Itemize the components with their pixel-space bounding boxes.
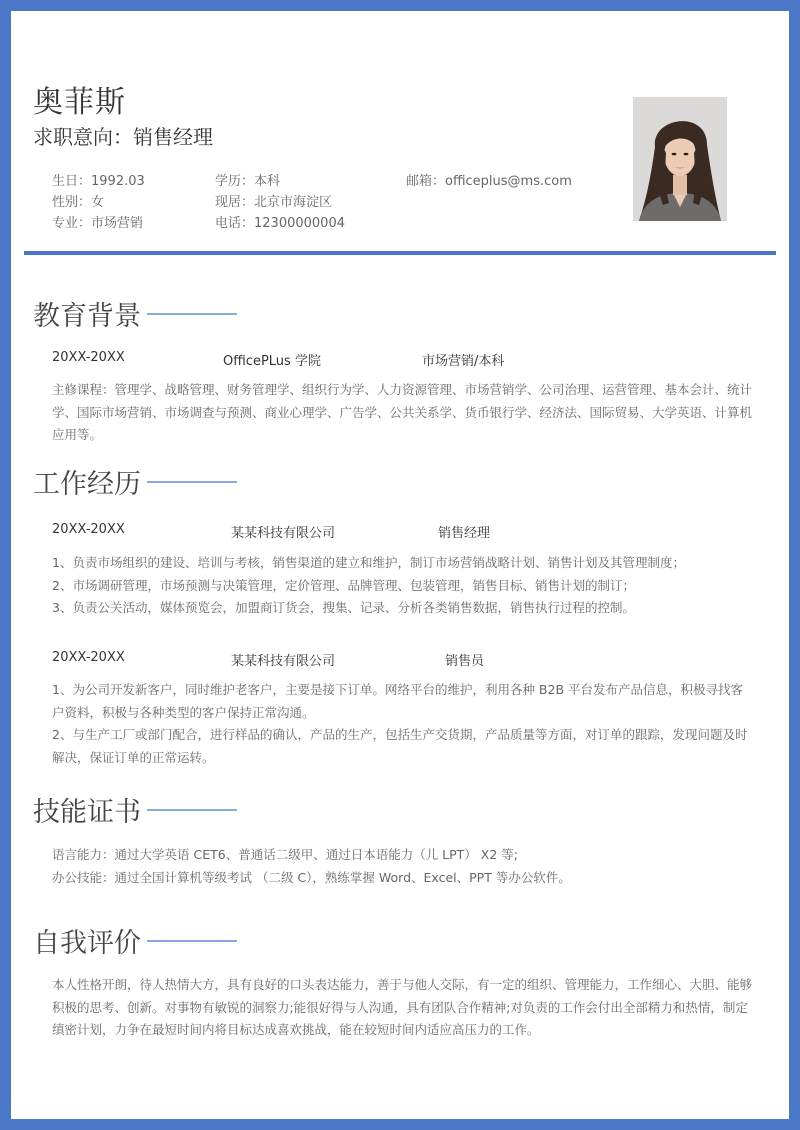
courses-text: 主修课程：管理学、战略管理、财务管理学、组织行为学、人力资源管理、市场营销学、公司治理、运营管理、基本会计、统计学、国际市场营销、市场调查与预测、商业心理学、广告学、公共关系学、货币银行学、经济法、国际贸易、大学英语、计算机应用等。	[52, 382, 753, 442]
portrait-photo	[633, 97, 727, 221]
birth-date: 生日：1992.03	[52, 174, 145, 189]
job-objective: 求职意向：销售经理	[33, 125, 213, 149]
duty-item: 1、为公司开发新客户，同时维护老客户，主要是接下订单。网络平台的维护，利用各种 B2B 平台发布产品信息，积极寻找客户资料，积极与各种类型的客户保持正常沟通。	[52, 682, 744, 720]
education-section-title	[33, 294, 237, 333]
duty-item: 3、负责公关活动，媒体预览会，加盟商订货会，搜集、记录、分析各类销售数据，销售执行过程的控制。	[52, 600, 635, 615]
email: 邮箱：officeplus@ms.com	[406, 174, 572, 189]
resume-page	[11, 11, 789, 1119]
title-underline	[147, 940, 237, 942]
title-underline	[147, 313, 237, 315]
education-level: 学历：本科	[215, 174, 281, 189]
job-2-duties	[52, 679, 752, 769]
self-section-title	[33, 921, 237, 960]
education-title-text: 教育背景	[33, 301, 141, 332]
phone: 电话：12300000004	[215, 216, 345, 231]
duty-item: 2、市场调研管理，市场预测与决策管理，定价管理、品牌管理、包装管理，销售目标、销售计划的制订；	[52, 577, 635, 593]
school-name: OfficePLus 学院	[223, 354, 321, 369]
duty-item: 2、与生产工厂或部门配合，进行样品的确认，产品的生产，包括生产交货期，产品质量等方面，对订单的跟踪，发现问题及时解决，保证订单的正常运转。	[52, 727, 748, 765]
job-1-position: 销售经理	[438, 526, 491, 541]
skills-list	[52, 844, 752, 889]
duty-item: 1、负责市场组织的建设、培训与考核，销售渠道的建立和维护，制订市场营销战略计划、销售计划及其管理制度；	[52, 555, 685, 570]
title-underline	[147, 481, 237, 483]
education-major: 市场营销/本科	[422, 354, 505, 369]
title-underline	[147, 809, 237, 811]
work-title-text: 工作经历	[33, 469, 141, 500]
job-1-period: 20XX-20XX	[52, 522, 125, 537]
job-2-company: 某某科技有限公司	[231, 654, 336, 669]
job-1-duties	[52, 552, 752, 620]
work-section-title	[33, 462, 237, 501]
portrait-icon	[633, 97, 727, 221]
skills-title-text: 技能证书	[33, 797, 141, 828]
office-skill: 办公技能：通过全国计算机等级考试 （二级 C），熟练掌握 Word、Excel、PPT 等办公软件。	[52, 869, 571, 885]
skills-section-title	[33, 790, 237, 829]
header-divider	[24, 251, 776, 255]
major: 专业：市场营销	[52, 216, 144, 231]
candidate-name: 奥菲斯	[33, 85, 126, 120]
education-period: 20XX-20XX	[52, 350, 125, 365]
info-column-3	[406, 171, 572, 192]
self-title-text: 自我评价	[33, 928, 141, 959]
residence: 现居：北京市海淀区	[215, 195, 333, 210]
info-column-2	[215, 171, 345, 234]
self-evaluation-text: 本人性格开朗，待人热情大方，具有良好的口头表达能力，善于与他人交际，有一定的组织、管理能力，工作细心、大胆、能够积极的思考、创新。对事物有敏锐的洞察力;能很好得与人沟通，具有团队合作精神;对负责的工作会付出全部精力和热情，制定缜密计划，力争在最短时间内将目标达成喜欢挑战，能在较短时间内适应高压力的工作。	[52, 977, 753, 1037]
info-column-1	[52, 171, 145, 234]
job-1-company: 某某科技有限公司	[231, 526, 336, 541]
job-2-period: 20XX-20XX	[52, 650, 125, 665]
gender: 性别：女	[52, 195, 105, 210]
language-skill: 语言能力：通过大学英语 CET6、普通话二级甲、通过日本语能力（儿 LPT） X2 等;	[52, 847, 518, 862]
job-2-position: 销售员	[445, 654, 485, 669]
